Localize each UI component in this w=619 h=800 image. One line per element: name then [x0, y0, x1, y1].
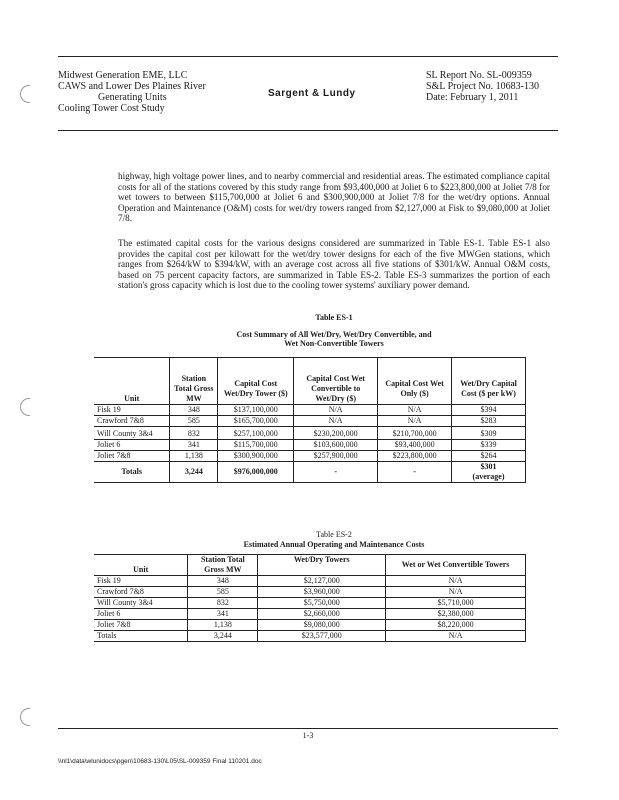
- table2-title: Estimated Annual Operating and Maintenance Costs: [243, 540, 425, 549]
- table1-header-wet-only: Capital Cost Wet Only ($): [378, 358, 452, 405]
- table1-cell-wet-dry: $137,100,000: [218, 405, 294, 416]
- file-path: \\nl1\data\wlunidocs\pgen\10683-130\L05\SL-009359 Final 110201.doc: [58, 758, 262, 765]
- table1-cell-wet-convertible: $103,600,000: [294, 440, 378, 451]
- table1-cell-cost-per-kw: $264: [452, 451, 526, 462]
- table2-cell-unit: Will County 3&4: [97, 598, 153, 607]
- table1-cell-gross-mw: 585: [170, 416, 218, 427]
- table1-cell-cost-per-kw: $394: [452, 405, 526, 416]
- header-left-block: [58, 70, 206, 114]
- table2-totals-gross-mw: 3,244: [188, 631, 258, 642]
- table2-totals-wet-dry: $23,577,000: [258, 631, 386, 642]
- table2-totals-label: Totals: [97, 631, 117, 640]
- table-es2: [94, 554, 526, 642]
- table1-cell-cost-per-kw: $283: [452, 416, 526, 427]
- table1-totals-label: Totals: [121, 467, 142, 476]
- table1-totals-wet-only: -: [378, 462, 452, 483]
- table2-header-wet-convertible: Wet or Wet Convertible Towers: [386, 555, 526, 576]
- study-title: Cooling Tower Cost Study: [58, 103, 165, 114]
- project-number: S&L Project No. 10683-130: [426, 81, 539, 92]
- table1-cell-wet-only: N/A: [378, 405, 452, 416]
- table1-totals-cost-per-kw: [452, 462, 526, 483]
- table1-cell-wet-only: $93,400,000: [378, 440, 452, 451]
- table2-cell-wet-convertible: $2,380,000: [386, 609, 526, 620]
- table2-cell-wet-convertible: $5,710,000: [386, 598, 526, 609]
- table1-cell-unit: Crawford 7&8: [97, 416, 144, 425]
- table2-cell-wet-convertible: N/A: [386, 587, 526, 598]
- binder-hole-mark: [20, 708, 30, 726]
- table1-cell-gross-mw: 341: [170, 440, 218, 451]
- project-name-cont: Generating Units: [98, 92, 167, 103]
- table1-cell-wet-convertible: N/A: [294, 416, 378, 427]
- company-logo: Sargent & Lundy: [268, 88, 356, 99]
- table1-cell-cost-per-kw: $309: [452, 427, 526, 440]
- table2-cell-unit: Crawford 7&8: [97, 587, 144, 596]
- footer-rule: [58, 728, 558, 729]
- table1-label: Table ES-1: [315, 313, 353, 322]
- table1-totals-wet-dry: $976,000,000: [218, 462, 294, 483]
- table1-cell-wet-only: N/A: [378, 416, 452, 427]
- table1-cell-cost-per-kw: $339: [452, 440, 526, 451]
- table1-cell-unit: Joliet 6: [97, 440, 121, 449]
- table1-cell-gross-mw: 1,138: [170, 451, 218, 462]
- table2-header-wet-dry: Wet/Dry Towers: [258, 555, 386, 576]
- table-row: [94, 427, 526, 440]
- table-row: [94, 587, 526, 598]
- table1-header-row: [94, 358, 526, 405]
- table2-cell-unit: Joliet 6: [97, 609, 121, 618]
- project-name: CAWS and Lower Des Plaines River: [58, 81, 206, 92]
- table-row: [94, 451, 526, 462]
- table2-totals-row: [94, 631, 526, 642]
- table2-cell-gross-mw: 341: [188, 609, 258, 620]
- header-bottom-rule: [58, 130, 558, 131]
- table-row: [94, 609, 526, 620]
- table1-title: [118, 330, 550, 348]
- table1-header-wet-convertible: Capital Cost Wet Convertible to Wet/Dry ($): [294, 358, 378, 405]
- page-number: 1-3: [302, 731, 314, 740]
- table-row: [94, 598, 526, 609]
- table1-cell-unit: Fisk 19: [97, 405, 121, 414]
- table2-header-row: [94, 555, 526, 576]
- table1-cell-gross-mw: 832: [170, 427, 218, 440]
- paragraph-1: highway, high voltage power lines, and to nearby commercial and residential areas. The estimated compliance capital costs for all of the stations covered by this study range from $93,400,000 at Joliet 6 to $223,800,000 at Joliet 7/8 for wet towers to between $115,700,000 at Joliet 6 and $300,900,000 at Joliet 7/8 for the wet/dry options. Annual Operation and Maintenance (O&M) costs for wet/dry towers ranged from $2,127,000 at Fisk to $9,080,000 at Joliet 7/8.: [118, 171, 550, 224]
- table2-cell-wet-convertible: $8,220,000: [386, 620, 526, 631]
- table1-cell-wet-only: $223,800,000: [378, 451, 452, 462]
- table1-totals-wet-convertible: -: [294, 462, 378, 483]
- table1-title-line1: Cost Summary of All Wet/Dry, Wet/Dry Convertible, and: [236, 330, 432, 339]
- header-right-block: [426, 70, 539, 103]
- table2-cell-gross-mw: 832: [188, 598, 258, 609]
- paragraph-2: The estimated capital costs for the various designs considered are summarized in Table ES-1. Table ES-1 also provides the capital cost per kilowatt for the wet/dry tower designs for each of the five MWGen stations, which ranges from $264/kW to $394/kW, with an average cost across all five stations of $301/kW. Annual O&M costs, based on 75 percent capacity factors, are summarized in Table ES-2. Table ES-3 summarizes the portion of each station's gross capacity which is lost due to the cooling tower systems' auxiliary power demand.: [118, 238, 550, 291]
- table2-totals-wet-convertible: N/A: [386, 631, 526, 642]
- table-row: [94, 620, 526, 631]
- table2-cell-gross-mw: 1,138: [188, 620, 258, 631]
- table1-cell-wet-dry: $165,700,000: [218, 416, 294, 427]
- table1-cell-unit: Joliet 7&8: [97, 451, 131, 460]
- table1-cell-wet-convertible: N/A: [294, 405, 378, 416]
- table1-cell-gross-mw: 348: [170, 405, 218, 416]
- table-row: [94, 405, 526, 416]
- table2-label: Table ES-2: [316, 530, 352, 539]
- header-top-rule: [58, 56, 558, 57]
- binder-hole-mark: [20, 85, 30, 103]
- table-es1: [94, 357, 526, 483]
- table1-cell-wet-dry: $115,700,000: [218, 440, 294, 451]
- report-number: SL Report No. SL-009359: [426, 70, 532, 81]
- table2-cell-wet-dry: $5,750,000: [258, 598, 386, 609]
- table1-totals-gross-mw: 3,244: [170, 462, 218, 483]
- company-name: Midwest Generation EME, LLC: [58, 70, 188, 81]
- table1-cell-unit: Will County 3&4: [97, 429, 153, 438]
- table2-header-unit: Unit: [94, 555, 188, 576]
- table-row: [94, 416, 526, 427]
- table1-header-gross-mw: Station Total Gross MW: [170, 358, 218, 405]
- table1-average-value: $301: [480, 462, 497, 471]
- table1-cell-wet-dry: $257,100,000: [218, 427, 294, 440]
- table2-cell-gross-mw: 585: [188, 587, 258, 598]
- table2-cell-gross-mw: 348: [188, 576, 258, 587]
- table1-header-cost-per-kw: Wet/Dry Capital Cost ($ per kW): [452, 358, 526, 405]
- table1-cell-wet-convertible: $257,900,000: [294, 451, 378, 462]
- table2-cell-wet-dry: $9,080,000: [258, 620, 386, 631]
- table1-header-unit: Unit: [94, 358, 170, 405]
- table1-cell-wet-only: $210,700,000: [378, 427, 452, 440]
- table2-cell-unit: Joliet 7&8: [97, 620, 131, 629]
- table1-title-line2: Wet Non-Convertible Towers: [284, 339, 384, 348]
- table1-cell-wet-convertible: $230,200,000: [294, 427, 378, 440]
- table1-totals-row: [94, 462, 526, 483]
- table-row: [94, 440, 526, 451]
- table1-average-label: (average): [472, 472, 505, 481]
- table2-header-gross-mw: Station Total Gross MW: [188, 555, 258, 576]
- table2-cell-wet-dry: $2,660,000: [258, 609, 386, 620]
- table2-cell-wet-dry: $2,127,000: [258, 576, 386, 587]
- table2-cell-wet-convertible: N/A: [386, 576, 526, 587]
- table-row: [94, 576, 526, 587]
- binder-hole-mark: [20, 398, 30, 416]
- table1-header-wet-dry: Capital Cost Wet/Dry Tower ($): [218, 358, 294, 405]
- report-date: Date: February 1, 2011: [426, 92, 519, 103]
- table1-cell-wet-dry: $300,900,000: [218, 451, 294, 462]
- table2-cell-wet-dry: $3,960,000: [258, 587, 386, 598]
- table2-cell-unit: Fisk 19: [97, 576, 121, 585]
